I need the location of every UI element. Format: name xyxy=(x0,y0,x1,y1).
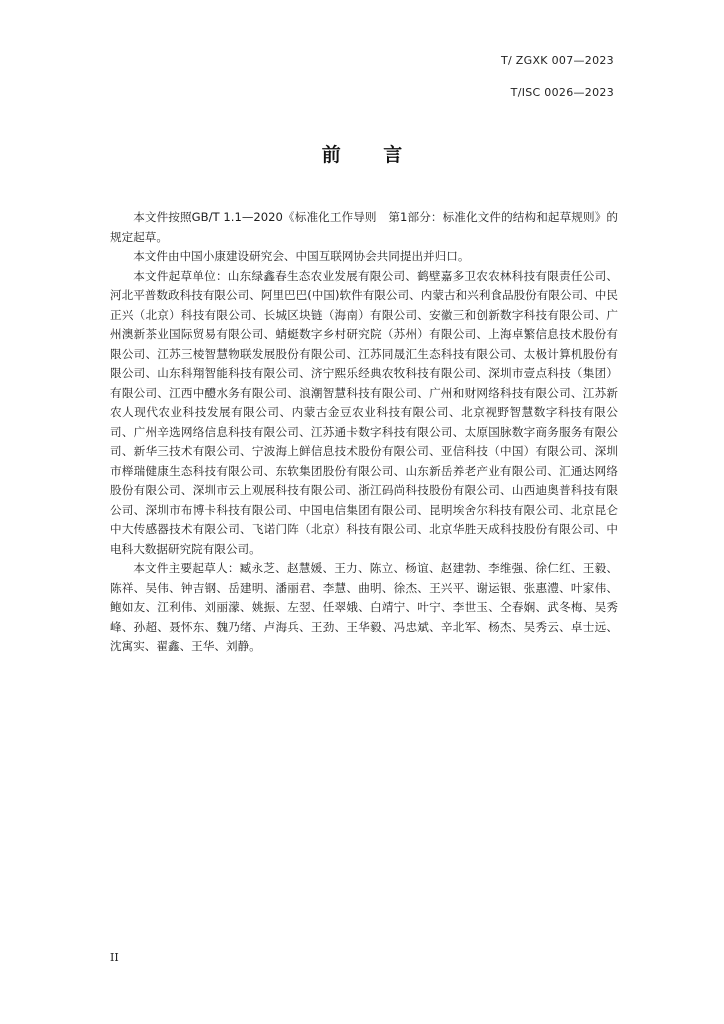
standard-number-primary: T/ ZGXK 007—2023 xyxy=(500,54,614,67)
page-title: 前 言 xyxy=(321,144,421,166)
standard-number-secondary: T/ISC 0026—2023 xyxy=(510,86,614,99)
paragraph-proposer: 本文件由中国小康建设研究会、中国互联网协会共同提出并归口。 xyxy=(133,249,470,263)
paragraph-drafting-rules: 本文件按照GB/T 1.1—2020《标准化工作导则 第1部分：标准化文件的结构和起草规则》的规定起草。 xyxy=(110,210,618,244)
paragraph-drafters: 本文件主要起草人：臧永芝、赵慧媛、王力、陈立、杨谊、赵建勃、李维强、徐仁红、王毅、陈祥、吴伟、钟吉钢、岳建明、潘丽君、李慧、曲明、徐杰、王兴平、谢运银、张惠澧、叶家伟、鲍如友、江利伟、刘丽濛、姚振、左翌、任翠娥、白靖宁、叶宁、李世玉、仝春娴、武冬梅、吴秀峰、孙超、聂怀东、魏乃绪、卢海兵、王劲、王华毅、冯忠斌、辛北军、杨杰、吴秀云、卓士远、沈寓实、翟鑫、王华、刘静。 xyxy=(110,561,618,653)
paragraph-drafting-units: 本文件起草单位：山东绿鑫春生态农业发展有限公司、鹤壁嘉多卫农农林科技有限责任公司、河北平普数政科技有限公司、阿里巴巴(中国)软件有限公司、内蒙古和兴利食品股份有限公司、中民正兴（北京）科技有限公司、长城区块链（海南）有限公司、安徽三和创新数字科技有限公司、广州澳新茶业国际贸易有限公司、蜻蜓数字乡村研究院（苏州）有限公司、上海卓繁信息技术股份有限公司、江苏三棱智慧物联发展股份有限公司、江苏同晟汇生态科技有限公司、太极计算机股份有限公司、山东科翔智能科技有限公司、济宁熙乐经典农牧科技有限公司、深圳市壹点科技（集团）有限公司、江西中醴水务有限公司、浪潮智慧科技有限公司、广州和财网络科技有限公司、江苏新农人现代农业科技发展有限公司、内蒙古金豆农业科技有限公司、北京视野智慧数字科技有限公司、广州辛选网络信息科技有限公司、江苏通卡数字科技有限公司、太原国脉数字商务服务有限公司、新华三技术有限公司、宁波海上鲜信息技术股份有限公司、亚信科技（中国）有限公司、深圳市榉瑞健康生态科技有限公司、东软集团股份有限公司、山东新岳养老产业有限公司、汇通达网络股份有限公司、深圳市云上观展科技有限公司、浙江码尚科技股份有限公司、山西迪奥普科技有限公司、深圳市布博卡科技有限公司、中国电信集团有限公司、昆明埃舍尔科技有限公司、北京昆仑中大传感器技术有限公司、飞诺门阵（北京）科技有限公司、北京华胜天成科技股份有限公司、中电科大数据研究院有限公司。 xyxy=(110,268,618,556)
foreword-body xyxy=(110,208,618,657)
page-number: II xyxy=(110,951,119,964)
